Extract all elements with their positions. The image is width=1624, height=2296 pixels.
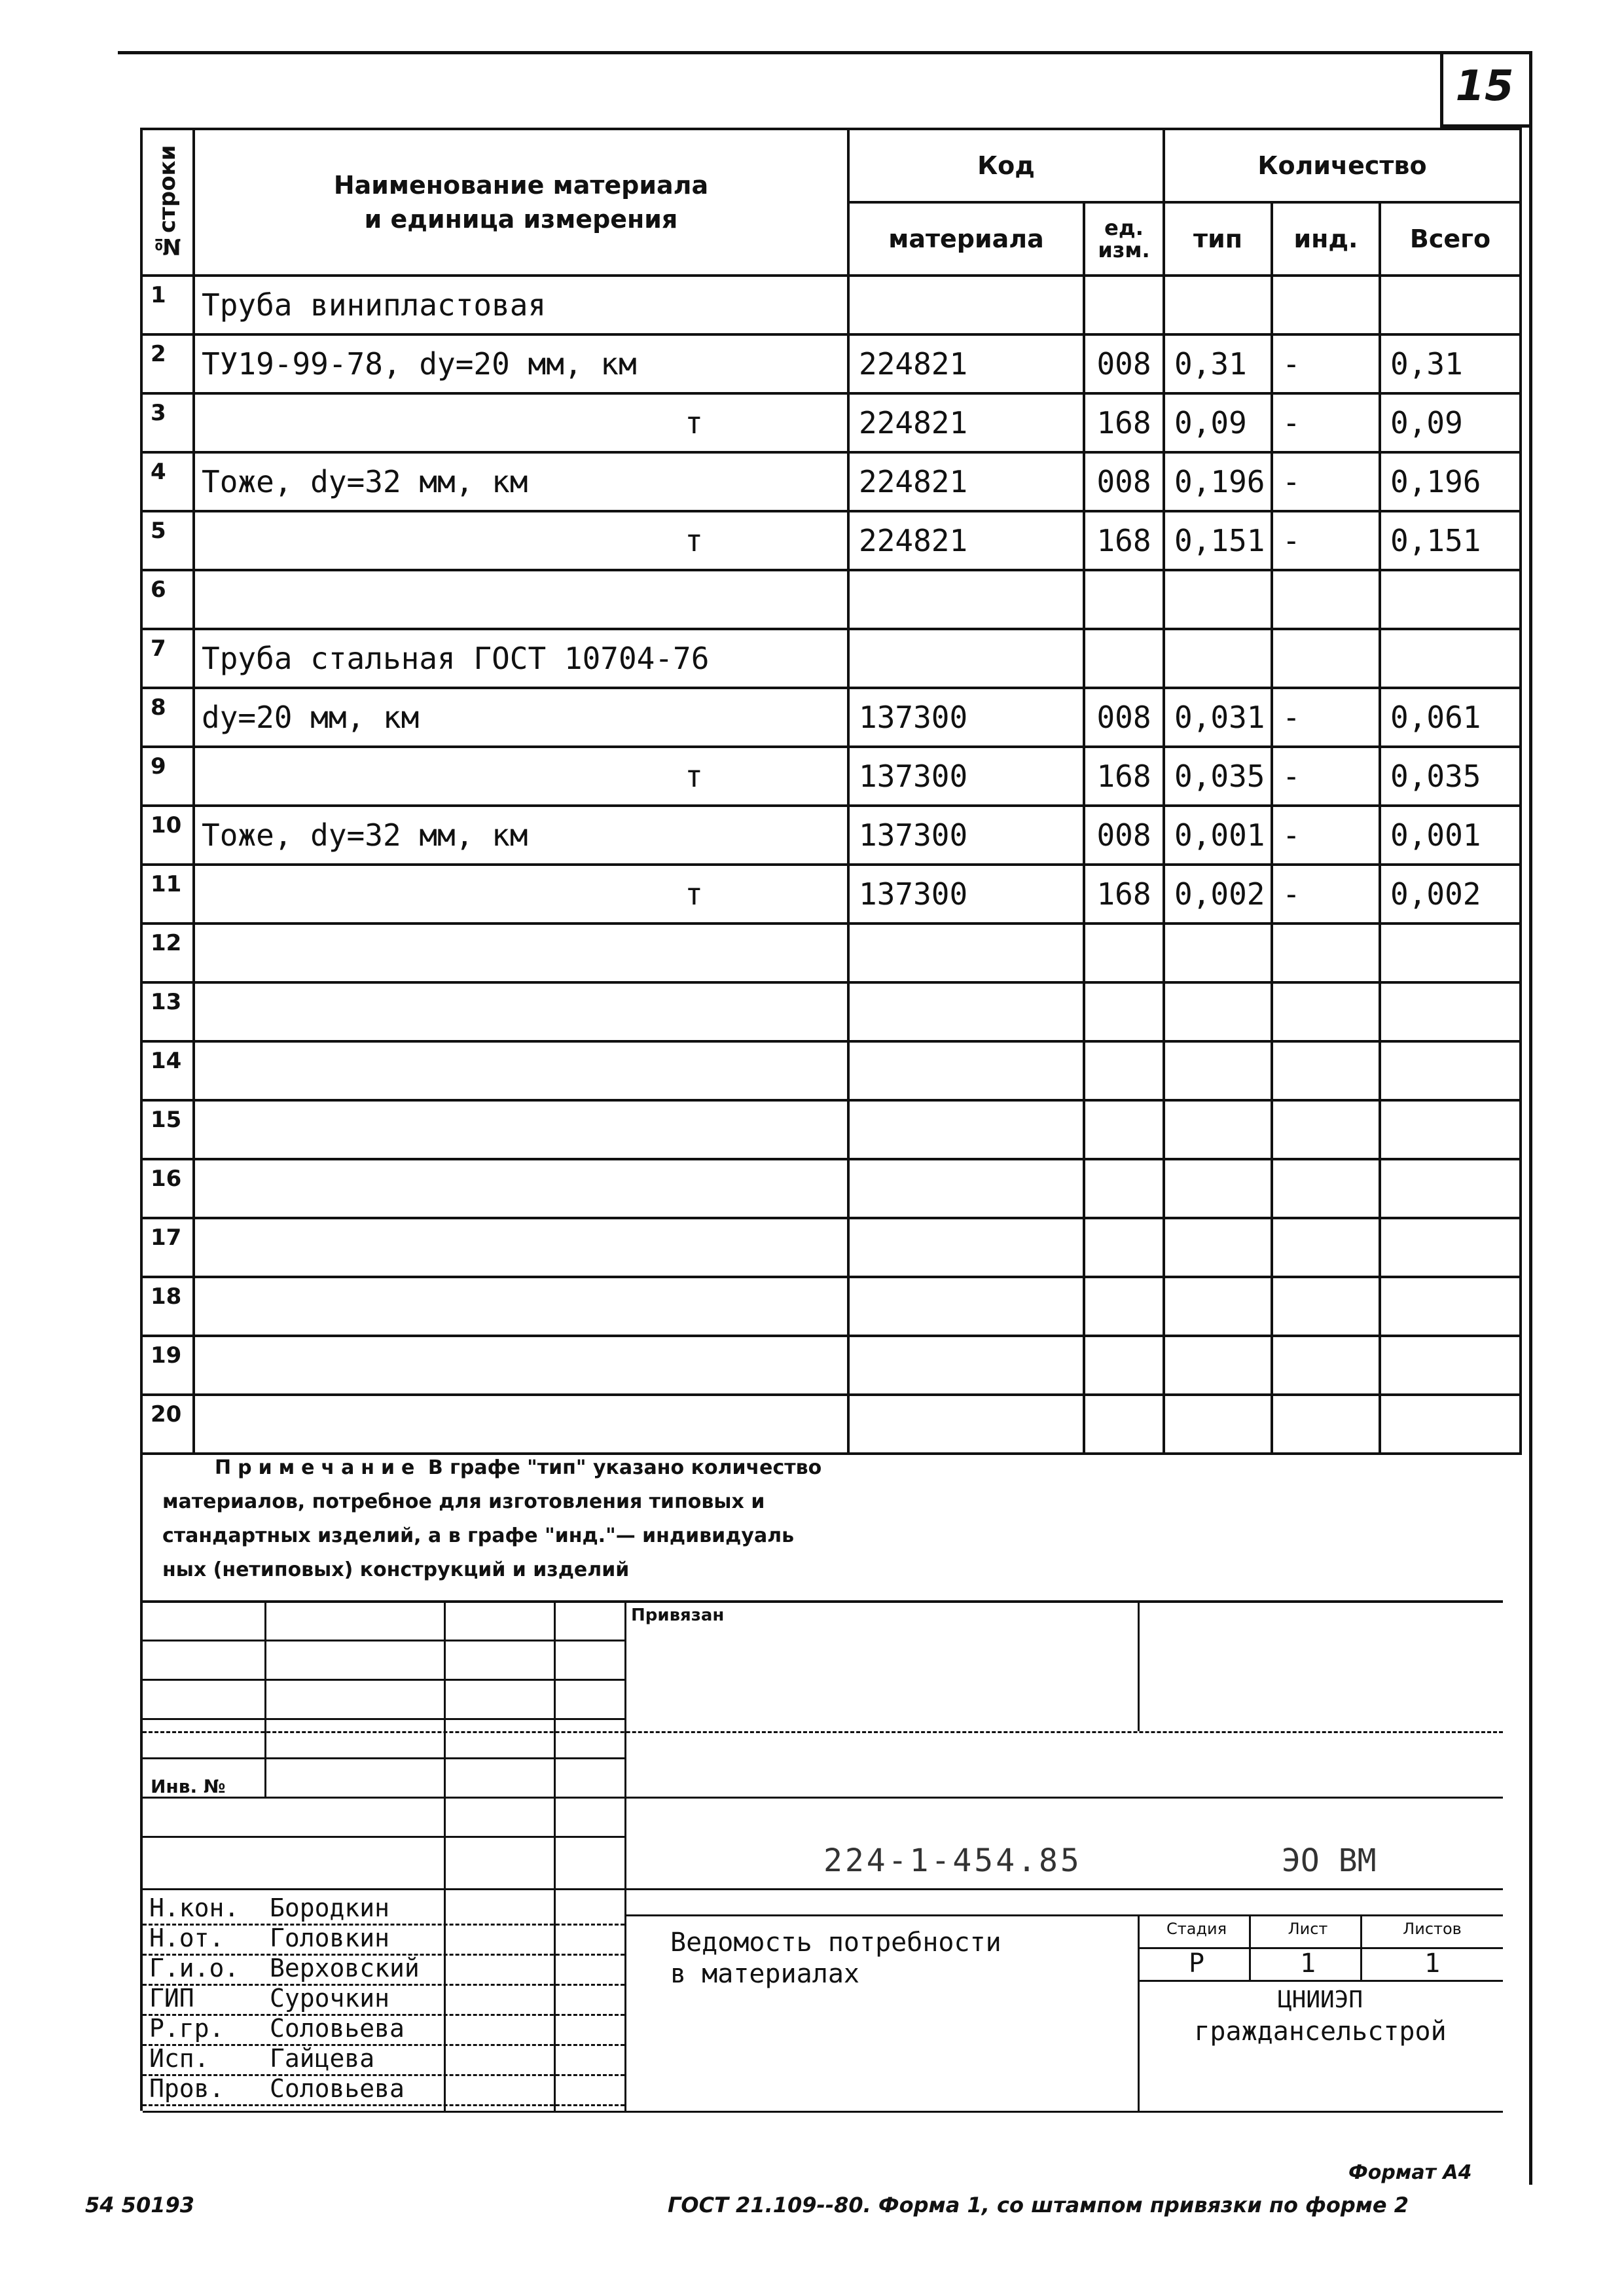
row-type-quantity: 0,196	[1164, 452, 1272, 511]
row-unit-code	[1084, 1100, 1164, 1159]
table-row	[141, 452, 1521, 511]
row-number: 20	[141, 1395, 194, 1454]
row-total-quantity	[1380, 276, 1521, 334]
header-quantity: Количество	[1164, 129, 1521, 202]
signature-name: Сурочкин	[270, 1984, 390, 2013]
row-material-name	[194, 982, 848, 1041]
note-text-1: В графе "тип" указано количество	[427, 1456, 822, 1479]
sheets-value: 1	[1424, 1948, 1441, 1979]
row-individual-quantity: -	[1272, 452, 1380, 511]
header-individual: инд.	[1272, 202, 1380, 276]
row-material-name: dy=20 мм, км	[194, 688, 848, 747]
row-total-quantity: 0,002	[1380, 865, 1521, 924]
row-individual-quantity: -	[1272, 747, 1380, 806]
row-total-quantity	[1380, 629, 1521, 688]
row-unit-code	[1084, 276, 1164, 334]
row-material-code	[848, 924, 1084, 982]
row-individual-quantity	[1272, 629, 1380, 688]
row-unit-code	[1084, 1277, 1164, 1336]
row-individual-quantity: -	[1272, 334, 1380, 393]
table-row	[141, 1100, 1521, 1159]
row-material-name	[194, 1041, 848, 1100]
row-unit-code: 168	[1084, 511, 1164, 570]
row-unit-code: 008	[1084, 334, 1164, 393]
row-type-quantity: 0,31	[1164, 334, 1272, 393]
row-number: 2	[141, 334, 194, 393]
table-row	[141, 1336, 1521, 1395]
row-material-name: т	[194, 865, 848, 924]
organization-line2: граждансельстрой	[1194, 2017, 1447, 2047]
row-total-quantity: 0,151	[1380, 511, 1521, 570]
row-type-quantity	[1164, 276, 1272, 334]
table-row	[141, 393, 1521, 452]
row-unit-code	[1084, 924, 1164, 982]
row-material-code: 224821	[848, 452, 1084, 511]
signature-name: Соловьева	[270, 2014, 405, 2043]
row-individual-quantity	[1272, 1041, 1380, 1100]
row-total-quantity	[1380, 1336, 1521, 1395]
row-material-name	[194, 924, 848, 982]
table-row	[141, 1041, 1521, 1100]
table-row	[141, 806, 1521, 865]
document-title-line1: Ведомость потребности	[670, 1928, 1001, 1958]
table-row	[141, 276, 1521, 334]
row-unit-code: 168	[1084, 747, 1164, 806]
row-type-quantity: 0,09	[1164, 393, 1272, 452]
table-row	[141, 982, 1521, 1041]
row-material-name	[194, 1159, 848, 1218]
row-material-code: 224821	[848, 334, 1084, 393]
note-heading: Примечание	[215, 1456, 422, 1479]
row-type-quantity	[1164, 924, 1272, 982]
header-type: тип	[1164, 202, 1272, 276]
row-individual-quantity	[1272, 982, 1380, 1041]
signature-name: Гайцева	[270, 2044, 375, 2073]
row-total-quantity: 0,035	[1380, 747, 1521, 806]
row-material-code	[848, 982, 1084, 1041]
row-individual-quantity	[1272, 1277, 1380, 1336]
row-material-code: 224821	[848, 511, 1084, 570]
row-unit-code	[1084, 1218, 1164, 1277]
header-row-number: №строки	[141, 129, 194, 276]
row-type-quantity	[1164, 629, 1272, 688]
row-type-quantity	[1164, 1336, 1272, 1395]
row-individual-quantity	[1272, 1100, 1380, 1159]
signature-role: Р.гр.	[149, 2014, 225, 2043]
row-individual-quantity	[1272, 924, 1380, 982]
signature-divider	[143, 2104, 624, 2106]
row-material-name: т	[194, 747, 848, 806]
row-material-name: ТУ19-99-78, dy=20 мм, км	[194, 334, 848, 393]
document-title-line2: в материалах	[670, 1959, 859, 1989]
row-unit-code	[1084, 1041, 1164, 1100]
row-type-quantity	[1164, 982, 1272, 1041]
row-individual-quantity: -	[1272, 865, 1380, 924]
row-total-quantity	[1380, 1218, 1521, 1277]
organization-line1: ЦНИИЭП	[1277, 1986, 1363, 2013]
table-row	[141, 747, 1521, 806]
row-number: 19	[141, 1336, 194, 1395]
row-type-quantity: 0,002	[1164, 865, 1272, 924]
row-total-quantity: 0,061	[1380, 688, 1521, 747]
row-number: 17	[141, 1218, 194, 1277]
header-name-line1: Наименование материала	[333, 171, 709, 200]
row-material-code	[848, 1277, 1084, 1336]
row-number: 12	[141, 924, 194, 982]
row-type-quantity: 0,035	[1164, 747, 1272, 806]
row-number: 18	[141, 1277, 194, 1336]
row-number: 8	[141, 688, 194, 747]
signature-name: Головкин	[270, 1924, 390, 1952]
signature-name: Верховский	[270, 1954, 420, 1982]
signature-divider	[143, 2044, 624, 2046]
row-individual-quantity	[1272, 1159, 1380, 1218]
row-individual-quantity: -	[1272, 393, 1380, 452]
row-material-code	[848, 1159, 1084, 1218]
row-material-code	[848, 1218, 1084, 1277]
row-unit-code: 008	[1084, 452, 1164, 511]
row-material-code	[848, 570, 1084, 629]
row-unit-code	[1084, 570, 1164, 629]
row-number: 13	[141, 982, 194, 1041]
row-material-code: 137300	[848, 865, 1084, 924]
row-material-name	[194, 1277, 848, 1336]
row-type-quantity: 0,031	[1164, 688, 1272, 747]
row-total-quantity	[1380, 924, 1521, 982]
row-number: 1	[141, 276, 194, 334]
note-block	[140, 1443, 1503, 1603]
note-line-3: стандартных изделий, а в графе "инд."— индивидуаль	[162, 1524, 795, 1547]
row-material-code	[848, 1100, 1084, 1159]
row-material-name: Тоже, dy=32 мм, км	[194, 806, 848, 865]
row-material-code: 137300	[848, 747, 1084, 806]
frame-right-border	[1529, 51, 1532, 2185]
signature-role: Пров.	[149, 2074, 225, 2103]
note-line-4: ных (нетиповых) конструкций и изделий	[162, 1558, 630, 1581]
row-individual-quantity: -	[1272, 688, 1380, 747]
table-row	[141, 334, 1521, 393]
row-material-name	[194, 1336, 848, 1395]
frame-top-border	[118, 51, 1532, 54]
sheet-value: 1	[1299, 1948, 1316, 1979]
signature-role: Г.и.о.	[149, 1954, 240, 1982]
row-number: 7	[141, 629, 194, 688]
row-unit-code: 168	[1084, 393, 1164, 452]
row-material-code: 137300	[848, 806, 1084, 865]
row-total-quantity	[1380, 1159, 1521, 1218]
row-material-code	[848, 1041, 1084, 1100]
signature-role: Исп.	[149, 2044, 209, 2073]
row-material-name	[194, 1100, 848, 1159]
row-unit-code: 168	[1084, 865, 1164, 924]
row-total-quantity	[1380, 570, 1521, 629]
sheets-label: Листов	[1403, 1920, 1462, 1938]
row-material-name	[194, 570, 848, 629]
format-label: Формат А4	[1348, 2161, 1472, 2184]
row-number: 16	[141, 1159, 194, 1218]
row-individual-quantity	[1272, 276, 1380, 334]
row-material-code	[848, 1336, 1084, 1395]
footer-standard: ГОСТ 21.109--80. Форма 1, со штампом привязки по форме 2	[668, 2193, 1409, 2217]
row-total-quantity: 0,001	[1380, 806, 1521, 865]
table-row	[141, 1277, 1521, 1336]
row-type-quantity	[1164, 1100, 1272, 1159]
header-unit: ед. изм.	[1084, 202, 1164, 276]
signature-name: Соловьева	[270, 2074, 405, 2103]
row-type-quantity	[1164, 1041, 1272, 1100]
row-material-code: 224821	[848, 393, 1084, 452]
row-material-code	[848, 629, 1084, 688]
privyazan-label: Привязан	[631, 1605, 725, 1625]
document-code: 224-1-454.85	[823, 1842, 1082, 1879]
signature-role: Н.кон.	[149, 1893, 240, 1922]
table-row	[141, 511, 1521, 570]
header-material-name	[194, 129, 848, 276]
row-number: 3	[141, 393, 194, 452]
row-type-quantity	[1164, 570, 1272, 629]
row-unit-code: 008	[1084, 806, 1164, 865]
table-body	[141, 276, 1521, 1454]
stage-value: Р	[1188, 1948, 1205, 1979]
header-name-line2: и единица измерения	[364, 205, 678, 234]
note-line-2: материалов, потребное для изготовления типовых и	[162, 1490, 765, 1513]
row-material-name: т	[194, 393, 848, 452]
row-unit-code	[1084, 982, 1164, 1041]
materials-table	[140, 128, 1522, 1455]
row-number: 9	[141, 747, 194, 806]
row-type-quantity: 0,001	[1164, 806, 1272, 865]
table-row	[141, 865, 1521, 924]
row-material-name: т	[194, 511, 848, 570]
row-individual-quantity: -	[1272, 806, 1380, 865]
row-number: 4	[141, 452, 194, 511]
row-material-name: Тоже, dy=32 мм, км	[194, 452, 848, 511]
row-total-quantity: 0,09	[1380, 393, 1521, 452]
header-total: Всего	[1380, 202, 1521, 276]
row-type-quantity	[1164, 1218, 1272, 1277]
sheet-label: Лист	[1288, 1920, 1328, 1938]
document-mark: ЭО ВМ	[1282, 1842, 1377, 1879]
row-unit-code	[1084, 1159, 1164, 1218]
row-type-quantity	[1164, 1159, 1272, 1218]
header-code: Код	[848, 129, 1164, 202]
table-row	[141, 688, 1521, 747]
row-total-quantity	[1380, 1041, 1521, 1100]
stage-label: Стадия	[1166, 1920, 1227, 1938]
row-individual-quantity	[1272, 1218, 1380, 1277]
row-material-name: Труба винипластовая	[194, 276, 848, 334]
row-unit-code: 008	[1084, 688, 1164, 747]
signature-name: Бородкин	[270, 1893, 390, 1922]
row-total-quantity	[1380, 1100, 1521, 1159]
row-number: 6	[141, 570, 194, 629]
footer-left-code: 54 50193	[85, 2193, 194, 2217]
signature-role: Н.от.	[149, 1924, 225, 1952]
row-type-quantity	[1164, 1277, 1272, 1336]
row-total-quantity	[1380, 1277, 1521, 1336]
row-number: 14	[141, 1041, 194, 1100]
row-material-code	[848, 276, 1084, 334]
row-material-name	[194, 1218, 848, 1277]
title-block	[140, 1600, 1503, 2111]
table-row	[141, 1218, 1521, 1277]
table-row	[141, 570, 1521, 629]
row-material-code: 137300	[848, 688, 1084, 747]
row-total-quantity	[1380, 982, 1521, 1041]
row-individual-quantity	[1272, 1336, 1380, 1395]
table-row	[141, 1159, 1521, 1218]
row-number: 11	[141, 865, 194, 924]
row-unit-code	[1084, 1336, 1164, 1395]
row-total-quantity: 0,196	[1380, 452, 1521, 511]
row-number: 15	[141, 1100, 194, 1159]
row-individual-quantity: -	[1272, 511, 1380, 570]
header-material-code: материала	[848, 202, 1084, 276]
inventory-number-label: Инв. №	[151, 1776, 226, 1797]
row-total-quantity: 0,31	[1380, 334, 1521, 393]
row-individual-quantity	[1272, 570, 1380, 629]
row-material-name: Труба стальная ГОСТ 10704-76	[194, 629, 848, 688]
page-number: 15	[1455, 62, 1514, 111]
note-line-1	[215, 1456, 821, 1479]
row-number: 10	[141, 806, 194, 865]
table-row	[141, 629, 1521, 688]
row-type-quantity: 0,151	[1164, 511, 1272, 570]
signature-role: ГИП	[149, 1984, 194, 2013]
row-unit-code	[1084, 629, 1164, 688]
table-row	[141, 924, 1521, 982]
row-number: 5	[141, 511, 194, 570]
